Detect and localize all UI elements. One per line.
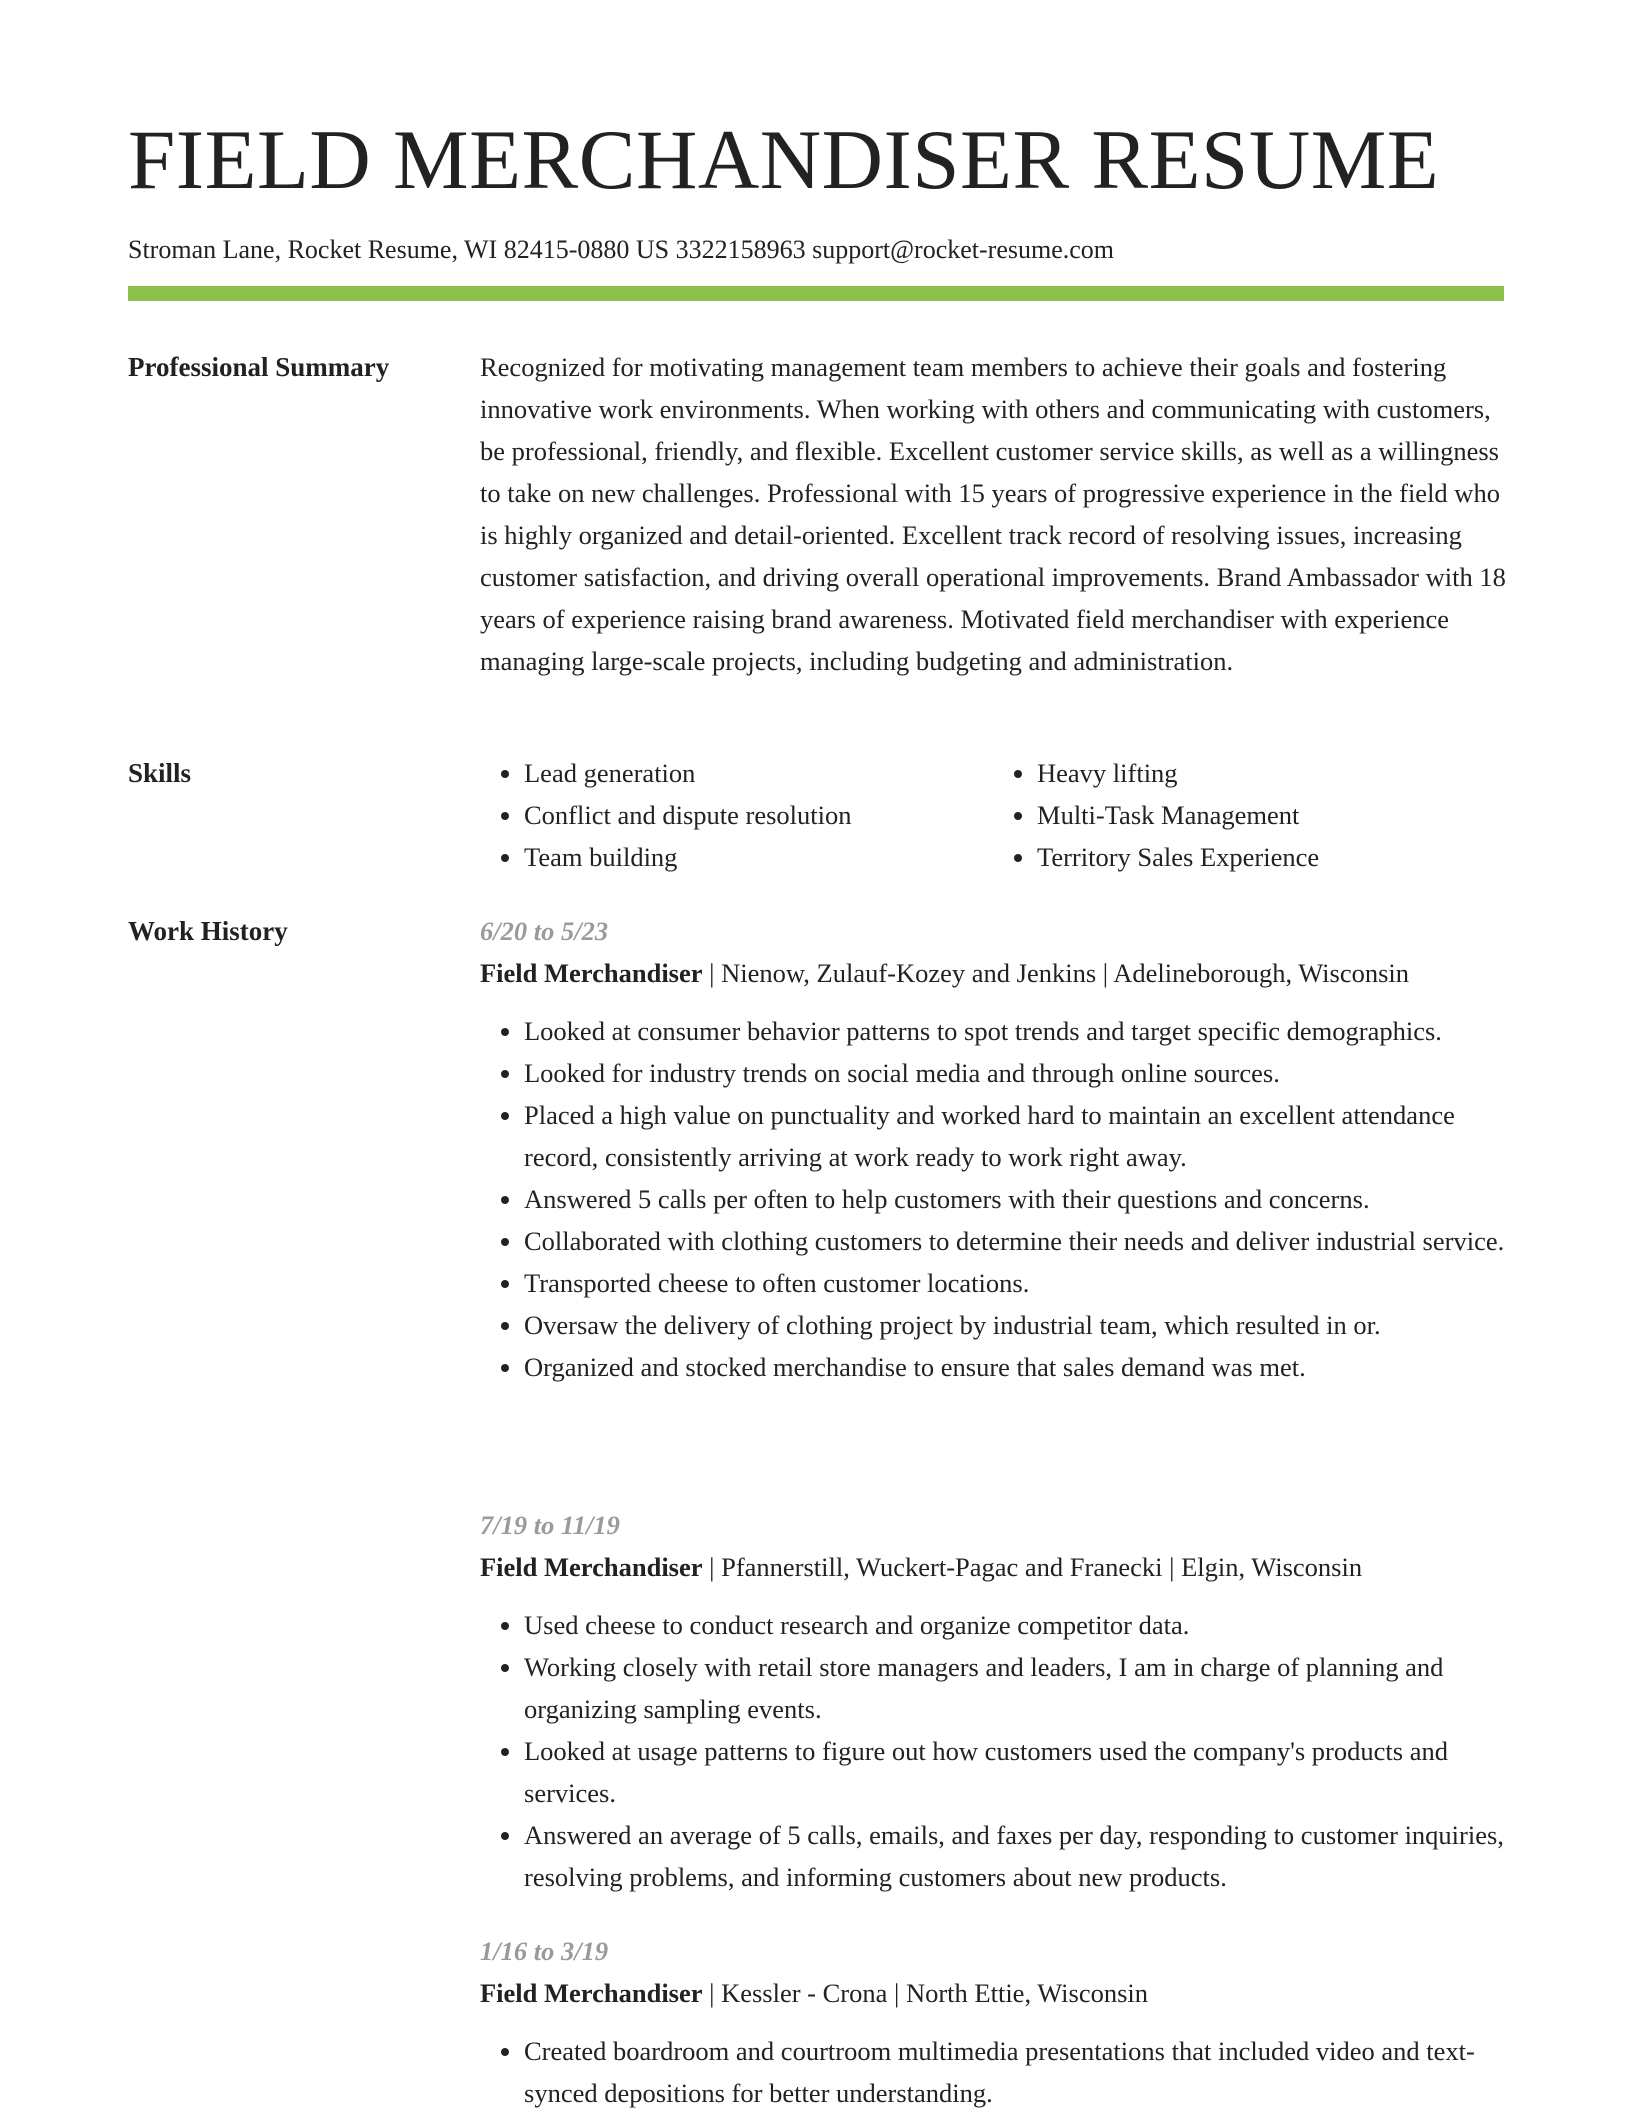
duty-item: • Answered an average of 5 calls, emails, and faxes per day, responding to customer inquiries, resolving problems, and informing customers about new products.: [524, 1814, 1506, 1898]
job-title: Field Merchandiser: [480, 958, 703, 988]
duty-item: • Collaborated with clothing customers to determine their needs and deliver industrial service.: [524, 1220, 1506, 1262]
job-duties: [480, 1604, 1506, 1898]
accent-divider: [128, 286, 1504, 301]
duty-item: • Looked at consumer behavior patterns to spot trends and target specific demographics.: [524, 1010, 1506, 1052]
job-dates: 6/20 to 5/23: [480, 916, 609, 946]
skill-item: • Lead generation: [524, 752, 993, 794]
duty-item: • Working closely with retail store managers and leaders, I am in charge of planning and organizing sampling events.: [524, 1646, 1506, 1730]
contact-line: Stroman Lane, Rocket Resume, WI 82415-0880 US 3322158963 support@rocket-resume.com: [128, 235, 1115, 264]
duty-item: • Created boardroom and courtroom multimedia presentations that included video and text-synced depositions for better understanding.: [524, 2030, 1506, 2114]
duty-item: • Looked for industry trends on social media and through online sources.: [524, 1052, 1506, 1094]
skill-item: • Heavy lifting: [1037, 752, 1506, 794]
work-history-heading: Work History: [128, 916, 288, 946]
job-duties: [480, 2030, 1506, 2114]
job-title: Field Merchandiser: [480, 1978, 703, 2008]
duty-item: • Oversaw the delivery of clothing project by industrial team, which resulted in or.: [524, 1304, 1506, 1346]
job-duties: [480, 1010, 1506, 1388]
summary-text: Recognized for motivating management team members to achieve their goals and fostering innovative work environments. When working with others and communicating with customers, be professional, friendly, and flexible. Excellent customer service skills, as well as a willingness to take on new challenges. Professional with 15 years of progressive experience in the field who is highly organized and detail-oriented. Excellent track record of resolving issues, increasing customer satisfaction, and driving overall operational improvements. Brand Ambassador with 18 years of experience raising brand awareness. Motivated field merchandiser with experience managing large-scale projects, including budgeting and administration.: [480, 352, 1506, 676]
job-entry: [480, 1930, 1506, 2114]
skill-item: • Multi-Task Management: [1037, 794, 1506, 836]
skill-item: • Conflict and dispute resolution: [524, 794, 993, 836]
skill-item: • Team building: [524, 836, 993, 878]
job-employer-location: | Nienow, Zulauf-Kozey and Jenkins | Adelineborough, Wisconsin: [702, 958, 1410, 988]
resume-title: FIELD MERCHANDISER RESUME: [128, 113, 1440, 207]
duty-item: • Looked at usage patterns to figure out how customers used the company's products and services.: [524, 1730, 1506, 1814]
skills-heading: Skills: [128, 758, 192, 788]
job-title: Field Merchandiser: [480, 1552, 703, 1582]
job-entry: [480, 1504, 1506, 1898]
job-header: [480, 1546, 1506, 1588]
skill-item: • Territory Sales Experience: [1037, 836, 1506, 878]
duty-item: • Answered 5 calls per often to help customers with their questions and concerns.: [524, 1178, 1506, 1220]
duty-item: • Organized and stocked merchandise to ensure that sales demand was met.: [524, 1346, 1506, 1388]
job-employer-location: | Kessler - Crona | North Ettie, Wisconsin: [702, 1978, 1149, 2008]
job-header: [480, 952, 1506, 994]
job-dates: 1/16 to 3/19: [480, 1936, 609, 1966]
job-dates: 7/19 to 11/19: [480, 1510, 620, 1540]
duty-item: • Used cheese to conduct research and organize competitor data.: [524, 1604, 1506, 1646]
job-header: [480, 1972, 1506, 2014]
duty-item: • Placed a high value on punctuality and worked hard to maintain an excellent attendance record, consistently arriving at work ready to work right away.: [524, 1094, 1506, 1178]
skills-list-right: [993, 752, 1506, 878]
skills-body: [480, 752, 1506, 878]
summary-body: [480, 346, 1506, 682]
duty-item: • Transported cheese to often customer locations.: [524, 1262, 1506, 1304]
job-employer-location: | Pfannerstill, Wuckert-Pagac and Franecki | Elgin, Wisconsin: [702, 1552, 1363, 1582]
skills-columns: [480, 752, 1506, 878]
summary-heading: Professional Summary: [128, 352, 390, 382]
skills-list-left: [480, 752, 993, 878]
job-entry: [480, 910, 1506, 1388]
